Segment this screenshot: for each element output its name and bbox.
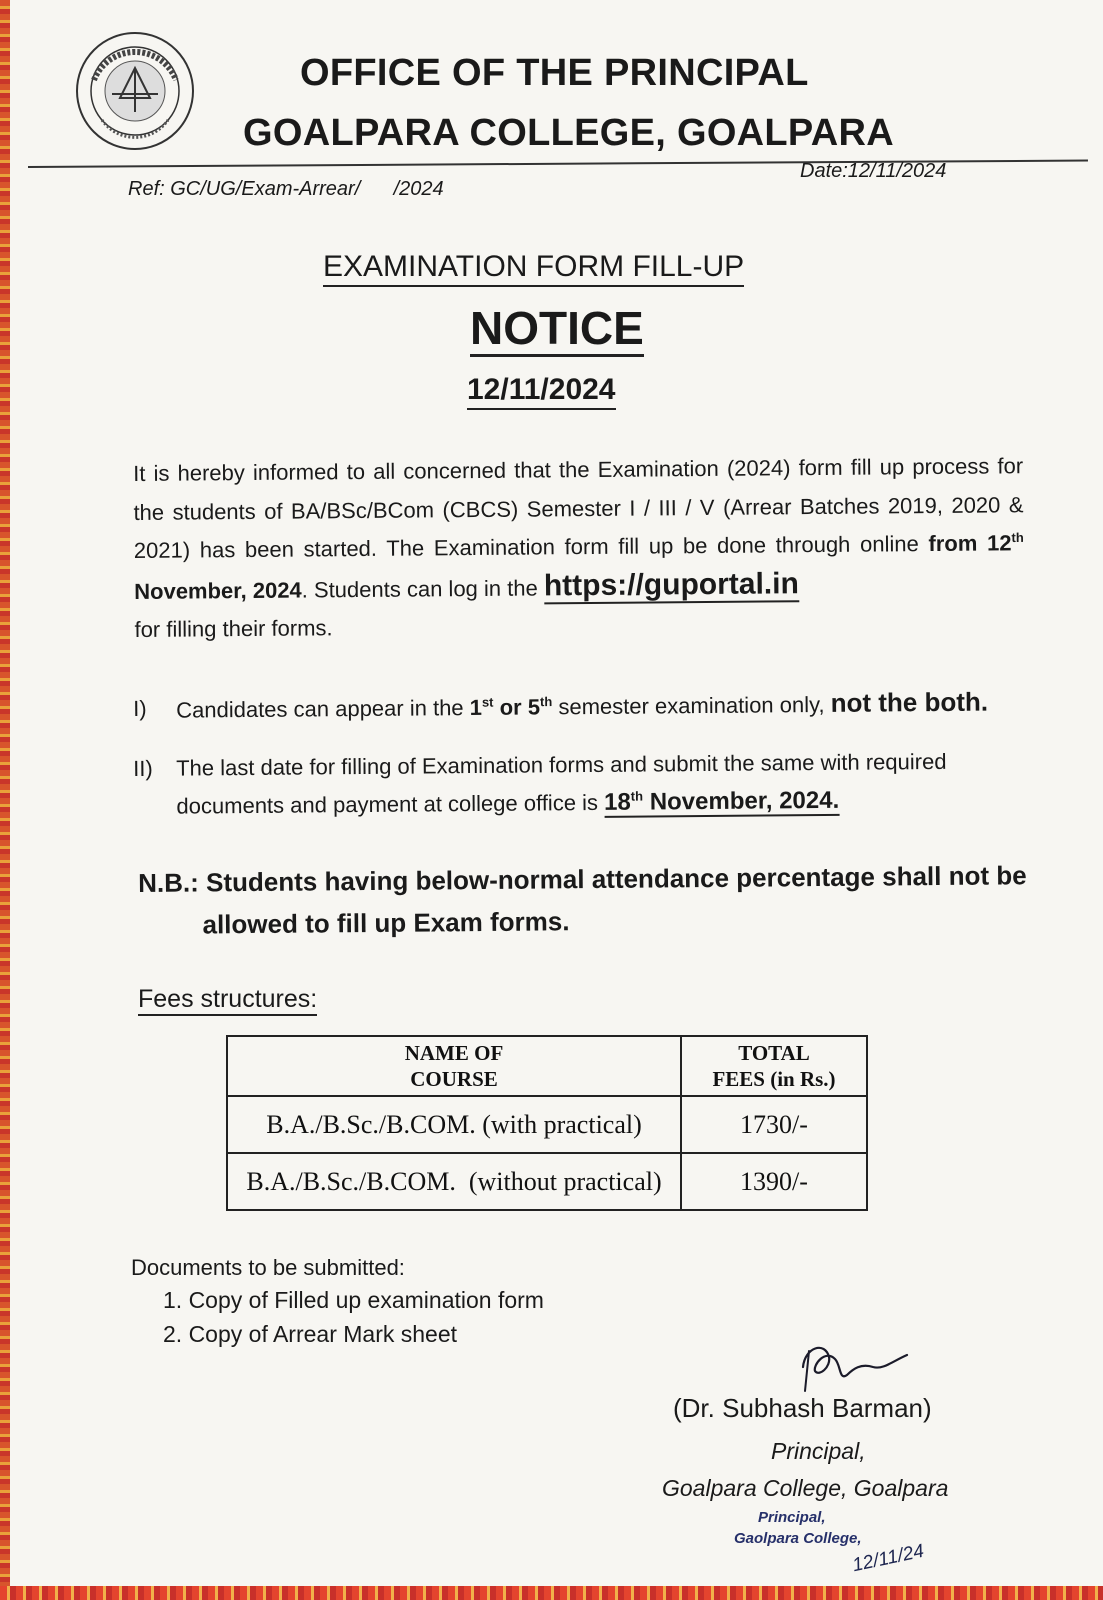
nb-line-1: N.B.: Students having below-normal attendance percentage shall not be [138,860,1027,898]
rule-item-2 [133,742,1054,830]
issue-date: Date:12/11/2024 [800,160,947,182]
nb-line-2: allowed to fill up Exam forms. [202,906,570,940]
fee-cell: 1730/- [681,1096,867,1153]
notice-heading: NOTICE [470,302,644,357]
rule-text: The last date for filling of Examination forms and submit the same with required documents and payment at college office is 18th November, 2024. [176,748,947,819]
page-edge-left [0,0,10,1600]
course-cell: B.A./B.Sc./B.COM. (without practical) [227,1153,681,1210]
signatory-role: Principal, [771,1438,866,1464]
para-end: for filling their forms. [134,615,333,642]
column-header-fees: TOTAL FEES (in Rs.) [681,1036,867,1096]
notice-subject: EXAMINATION FORM FILL-UP [323,250,744,287]
stamp-role: Principal, [758,1509,826,1526]
table-header-row [227,1036,867,1096]
stamp-college: Gaolpara College, [734,1530,862,1547]
notice-paragraph [133,447,1025,649]
table-row [227,1096,867,1153]
college-title: GOALPARA COLLEGE, GOALPARA [243,112,894,154]
handwritten-date: 12/11/24 [850,1540,926,1577]
list-item: 2. Copy of Arrear Mark sheet [163,1321,458,1347]
table-row [227,1153,867,1210]
fees-heading: Fees structures: [138,984,317,1016]
rule-text: Candidates can appear in the 1st or 5th semester examination only, not the both. [176,686,989,723]
from-date: from 12th November, 2024 [134,529,1024,604]
college-seal-logo [72,28,198,154]
reference-number: Ref: GC/UG/Exam-Arrear/ /2024 [128,178,444,200]
notice-date: 12/11/2024 [467,372,616,410]
fee-cell: 1390/- [681,1153,867,1210]
signatory-name: (Dr. Subhash Barman) [673,1393,932,1423]
rule-number: I) [133,695,147,721]
para-intro: It is hereby informed to all concerned that the Examination (2024) form fill up process for the students of BA/BSc/BCom (CBCS) Semester I / III / V (Arrear Batches 2019, 2020 & 2021) has been started. The Examination form fill up be done through online [133,453,1024,563]
rule-number: II) [133,755,153,781]
portal-link[interactable]: https://guportal.in [543,566,799,602]
page-edge-bottom [0,1586,1103,1600]
list-item: 1. Copy of Filled up examination form [163,1287,544,1313]
handwritten-signature [795,1337,915,1397]
rule-item-1 [133,682,1053,730]
course-cell: B.A./B.Sc./B.COM. (with practical) [227,1096,681,1153]
documents-heading: Documents to be submitted: [131,1255,405,1280]
office-title: OFFICE OF THE PRINCIPAL [300,52,809,94]
fees-table [226,1035,868,1211]
nb-note [138,854,1029,946]
para-login: . Students can log in the [301,574,544,603]
signatory-college: Goalpara College, Goalpara [662,1475,949,1501]
column-header-course: NAME OF COURSE [227,1036,681,1096]
deadline-date: 18th November, 2024. [603,786,840,816]
